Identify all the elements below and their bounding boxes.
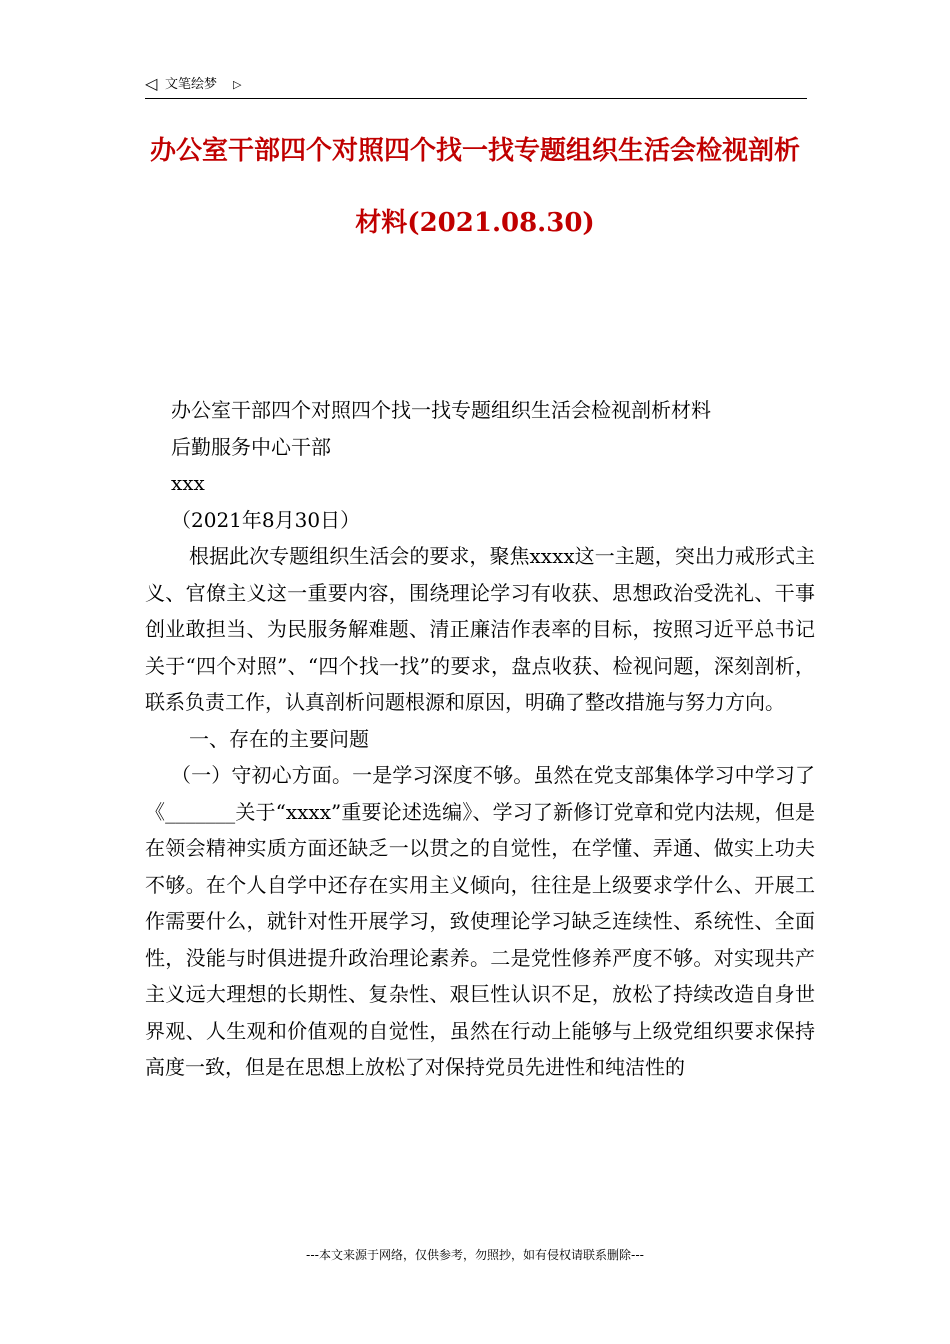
section-heading: 一、存在的主要问题 [189, 726, 369, 751]
unit-line: 后勤服务中心干部 [171, 434, 331, 459]
document-body [145, 392, 815, 1086]
intro-paragraph: 根据此次专题组织生活会的要求，聚焦xxxx这一主题，突出力戒形式主义、官僚主义这一重要内容，围绕理论学习有收获、思想政治受洗礼、干事创业敢担当、为民服务解难题、清正廉洁作表率的目标，按照习近平总书记关于“四个对照”、“四个找一找”的要求，盘点收获、检视问题，深刻剖析，联系负责工作，认真剖析问题根源和原因，明确了整改措施与努力方向。 [145, 544, 815, 714]
author-line: xxx [171, 471, 205, 495]
document-title-line-2: 材料(2021.08.30) [355, 208, 595, 238]
document-title-line-1: 办公室干部四个对照四个找一找专题组织生活会检视剖析 [149, 136, 800, 166]
date-line: （2021年8月30日） [171, 507, 361, 532]
header-brand: 文笔绘梦 [165, 77, 218, 92]
footer-notice: ---本文来源于网络，仅供参考，勿照抄，如有侵权请联系删除--- [306, 1248, 644, 1262]
right-triangle-icon: ▷ [233, 78, 242, 91]
subtitle: 办公室干部四个对照四个找一找专题组织生活会检视剖析材料 [171, 398, 711, 422]
page-header [145, 74, 807, 99]
problem-paragraph: （一）守初心方面。一是学习深度不够。虽然在党支部集体学习中学习了《_______关于“xxxx”重要论述选编》、学习了新修订党章和党内法规，但是在领会精神实质方面还缺乏一以贯之的自觉性，在学懂、弄通、做实上功夫不够。在个人自学中还存在实用主义倾向，往往是上级要求学什么、开展工作需要什么，就针对性开展学习，致使理论学习缺乏连续性、系统性、全面性，没能与时俱进提升政治理论素养。二是党性修养严度不够。对实现共产主义远大理想的长期性、复杂性、艰巨性认识不足，放松了持续改造自身世界观、人生观和价值观的自觉性，虽然在行动上能够与上级党组织要求保持高度一致，但是在思想上放松了对保持党员先进性和纯洁性的 [145, 763, 815, 1079]
left-triangle-icon: ◁ [145, 74, 158, 93]
